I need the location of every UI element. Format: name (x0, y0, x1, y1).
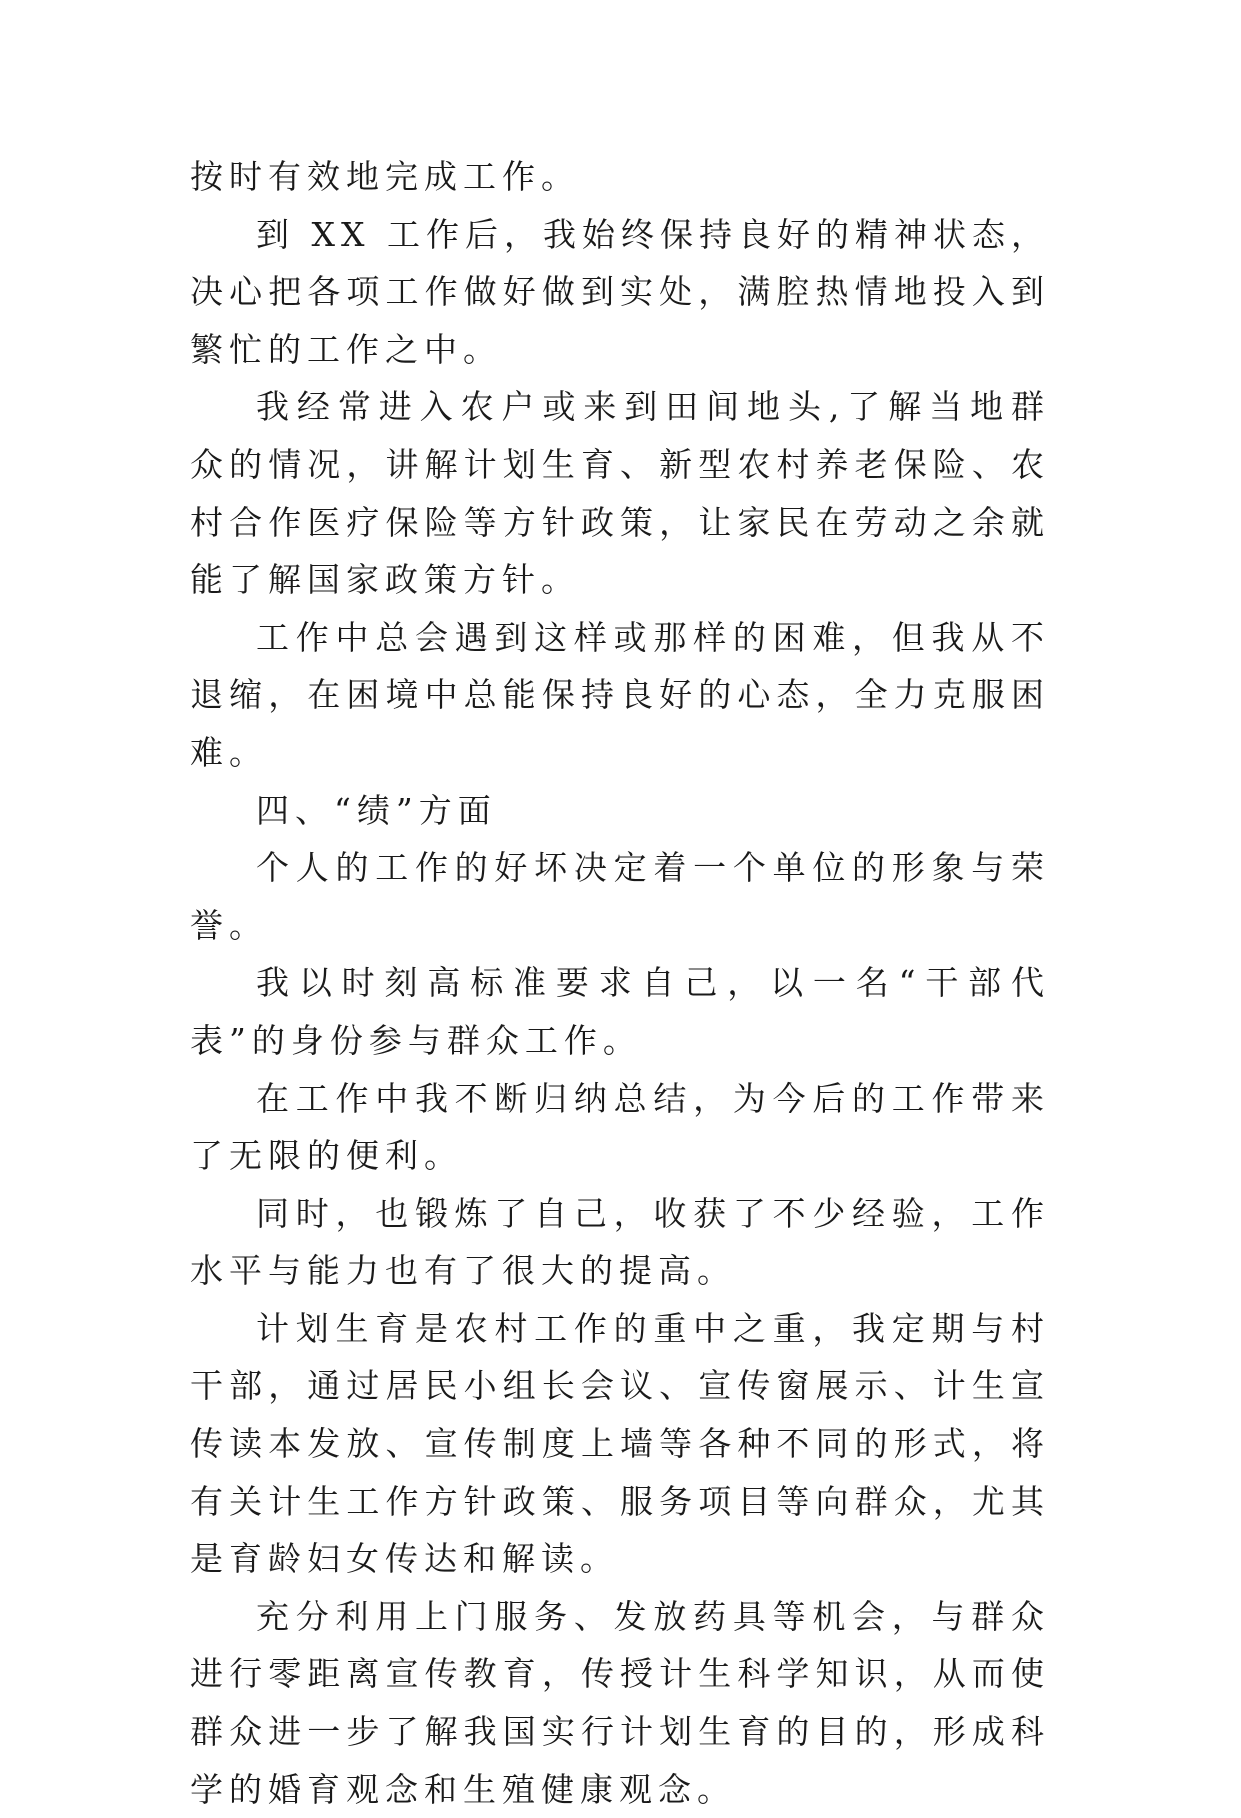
paragraph-1: 按时有效地完成工作。 (190, 157, 580, 196)
paragraph-9: 同时，也锻炼了自己，收获了不少经验，工作水平与能力也有了很大的提高。 (190, 1193, 1050, 1291)
paragraph-2: 到 XX 工作后，我始终保持良好的精神状态，决心把各项工作做好做到实处，满腔热情地投入到繁忙的工作之中。 (190, 214, 1050, 369)
document-body (190, 148, 1050, 1818)
paragraph-8: 在工作中我不断归纳总结，为今后的工作带来了无限的便利。 (190, 1078, 1050, 1176)
paragraph-11: 充分利用上门服务、发放药具等机会，与群众进行零距离宣传教育，传授计生科学知识，从而使群众进一步了解我国实行计划生育的目的，形成科学的婚育观念和生殖健康观念。 (190, 1596, 1050, 1809)
paragraph-4: 工作中总会遇到这样或那样的困难，但我从不退缩，在困境中总能保持良好的心态，全力克服困难。 (190, 617, 1050, 772)
paragraph-3: 我经常进入农户或来到田间地头,了解当地群众的情况，讲解计划生育、新型农村养老保险、农村合作医疗保险等方针政策，让家民在劳动之余就能了解国家政策方针。 (190, 387, 1050, 600)
section-heading-performance: 四、“绩”方面 (256, 790, 497, 830)
paragraph-6: 个人的工作的好坏决定着一个单位的形象与荣誉。 (190, 848, 1050, 945)
paragraph-7: 我以时刻高标准要求自己，以一名“干部代表”的身份参与群众工作。 (190, 963, 1050, 1060)
paragraph-10: 计划生育是农村工作的重中之重，我定期与村干部，通过居民小组长会议、宣传窗展示、计生宣传读本发放、宣传制度上墙等各种不同的形式，将有关计生工作方针政策、服务项目等向群众，尤其是育龄妇女传达和解读。 (190, 1308, 1050, 1579)
